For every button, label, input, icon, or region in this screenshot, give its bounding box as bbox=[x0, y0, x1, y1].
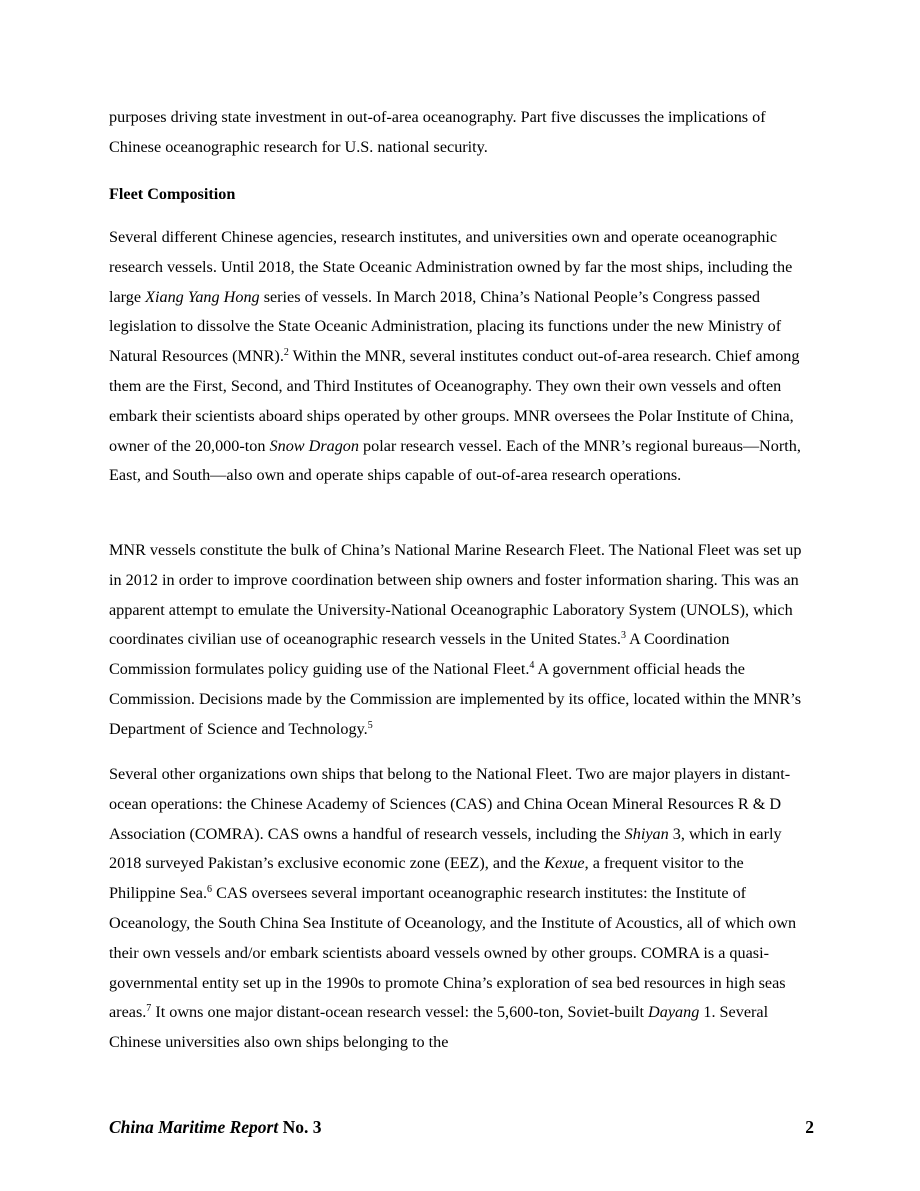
vessel-name: Shiyan bbox=[624, 824, 669, 843]
footnote-marker[interactable]: 4 bbox=[529, 660, 535, 672]
text-segment: 3, which in early 2018 surveyed Pakistan’s exclusive economic zone (EEZ), and the bbox=[109, 824, 782, 873]
footnote-marker[interactable]: 3 bbox=[620, 630, 626, 642]
text-segment: , a frequent visitor to the Philippine Sea. bbox=[109, 854, 744, 903]
section-heading: Fleet Composition bbox=[109, 185, 236, 203]
paragraph-other-organizations bbox=[109, 760, 814, 1058]
footnote-marker[interactable]: 7 bbox=[146, 1003, 152, 1015]
paragraph-fleet-agencies bbox=[109, 223, 814, 491]
text-segment: polar research vessel. Each of the MNR’s regional bureaus—North, East, and South—also own and operate ships capable of out-of-area research operations. bbox=[109, 436, 801, 485]
text-segment: series of vessels. In March 2018, China’s National People’s Congress passed legislation to dissolve the State Oceanic Administration, placing its functions under the new Ministry of Natural Resources (MNR). bbox=[109, 287, 782, 366]
intro-line-2: Chinese oceanographic research for U.S. national security. bbox=[109, 137, 488, 156]
page-footer bbox=[109, 1115, 814, 1139]
footnote-marker[interactable]: 5 bbox=[367, 719, 373, 731]
footnote-marker[interactable]: 2 bbox=[283, 347, 289, 359]
vessel-name: Snow Dragon bbox=[269, 436, 359, 455]
vessel-name: Xiang Yang Hong bbox=[145, 287, 260, 306]
publication-name: China Maritime Report bbox=[109, 1117, 279, 1137]
footnote-marker[interactable]: 6 bbox=[207, 884, 213, 896]
text-segment: A Coordination Commission formulates policy guiding use of the National Fleet. bbox=[109, 630, 730, 679]
vessel-name: Dayang bbox=[648, 1003, 700, 1022]
paragraph-national-fleet bbox=[109, 536, 814, 745]
intro-line-1: purposes driving state investment in out-of-area oceanography. Part five discusses the implications of bbox=[109, 108, 766, 126]
text-segment: A government official heads the Commission. Decisions made by the Commission are implemented by its office, located within the MNR’s Department of Science and Technology. bbox=[109, 660, 802, 738]
issue-number: No. 3 bbox=[278, 1117, 322, 1137]
vessel-name: Kexue bbox=[544, 854, 585, 873]
text-segment: MNR vessels constitute the bulk of China’s National Marine Research Fleet. The National Fleet was set up in 2012 in order to improve coordination between ship owners and foster information sharing. This was an apparent attempt to emulate the University-National Oceanographic Laboratory System (UNOLS), which coordinates civilian use of oceanographic research vessels in the United States. bbox=[109, 541, 802, 649]
page-number: 2 bbox=[805, 1117, 814, 1137]
text-segment: CAS oversees several important oceanographic research institutes: the Institute of Oceanology, the South China Sea Institute of Oceanology, and the Institute of Acoustics, all of which own their own vessels and/or embark scientists aboard vessels owned by other groups. COMRA is a quasi-governmental entity set up in the 1990s to promote China’s exploration of sea bed resources in high seas areas. bbox=[109, 884, 797, 1022]
intro-paragraph bbox=[109, 103, 814, 163]
text-segment: Several other organizations own ships that belong to the National Fleet. Two are major players in distant-ocean operations: the Chinese Academy of Sciences (CAS) and China Ocean Mineral Resources R & D Association (COMRA). CAS owns a handful of research vessels, including the bbox=[109, 765, 791, 843]
publication-title bbox=[109, 1115, 321, 1139]
text-segment: 1. Several Chinese universities also own ships belonging to the bbox=[109, 1003, 769, 1052]
text-segment: It owns one major distant-ocean research vessel: the 5,600-ton, Soviet-built bbox=[151, 1003, 649, 1022]
text-segment: Several different Chinese agencies, research institutes, and universities own and operate oceanographic research vessels. Until 2018, the State Oceanic Administration owned by far the most ships, including the large bbox=[109, 228, 793, 306]
text-segment: Within the MNR, several institutes conduct out-of-area research. Chief among them are the First, Second, and Third Institutes of Oceanography. They own their own vessels and often embark their scientists aboard ships operated by other groups. MNR oversees the Polar Institute of China, owner of the 20,000-ton bbox=[109, 347, 800, 455]
